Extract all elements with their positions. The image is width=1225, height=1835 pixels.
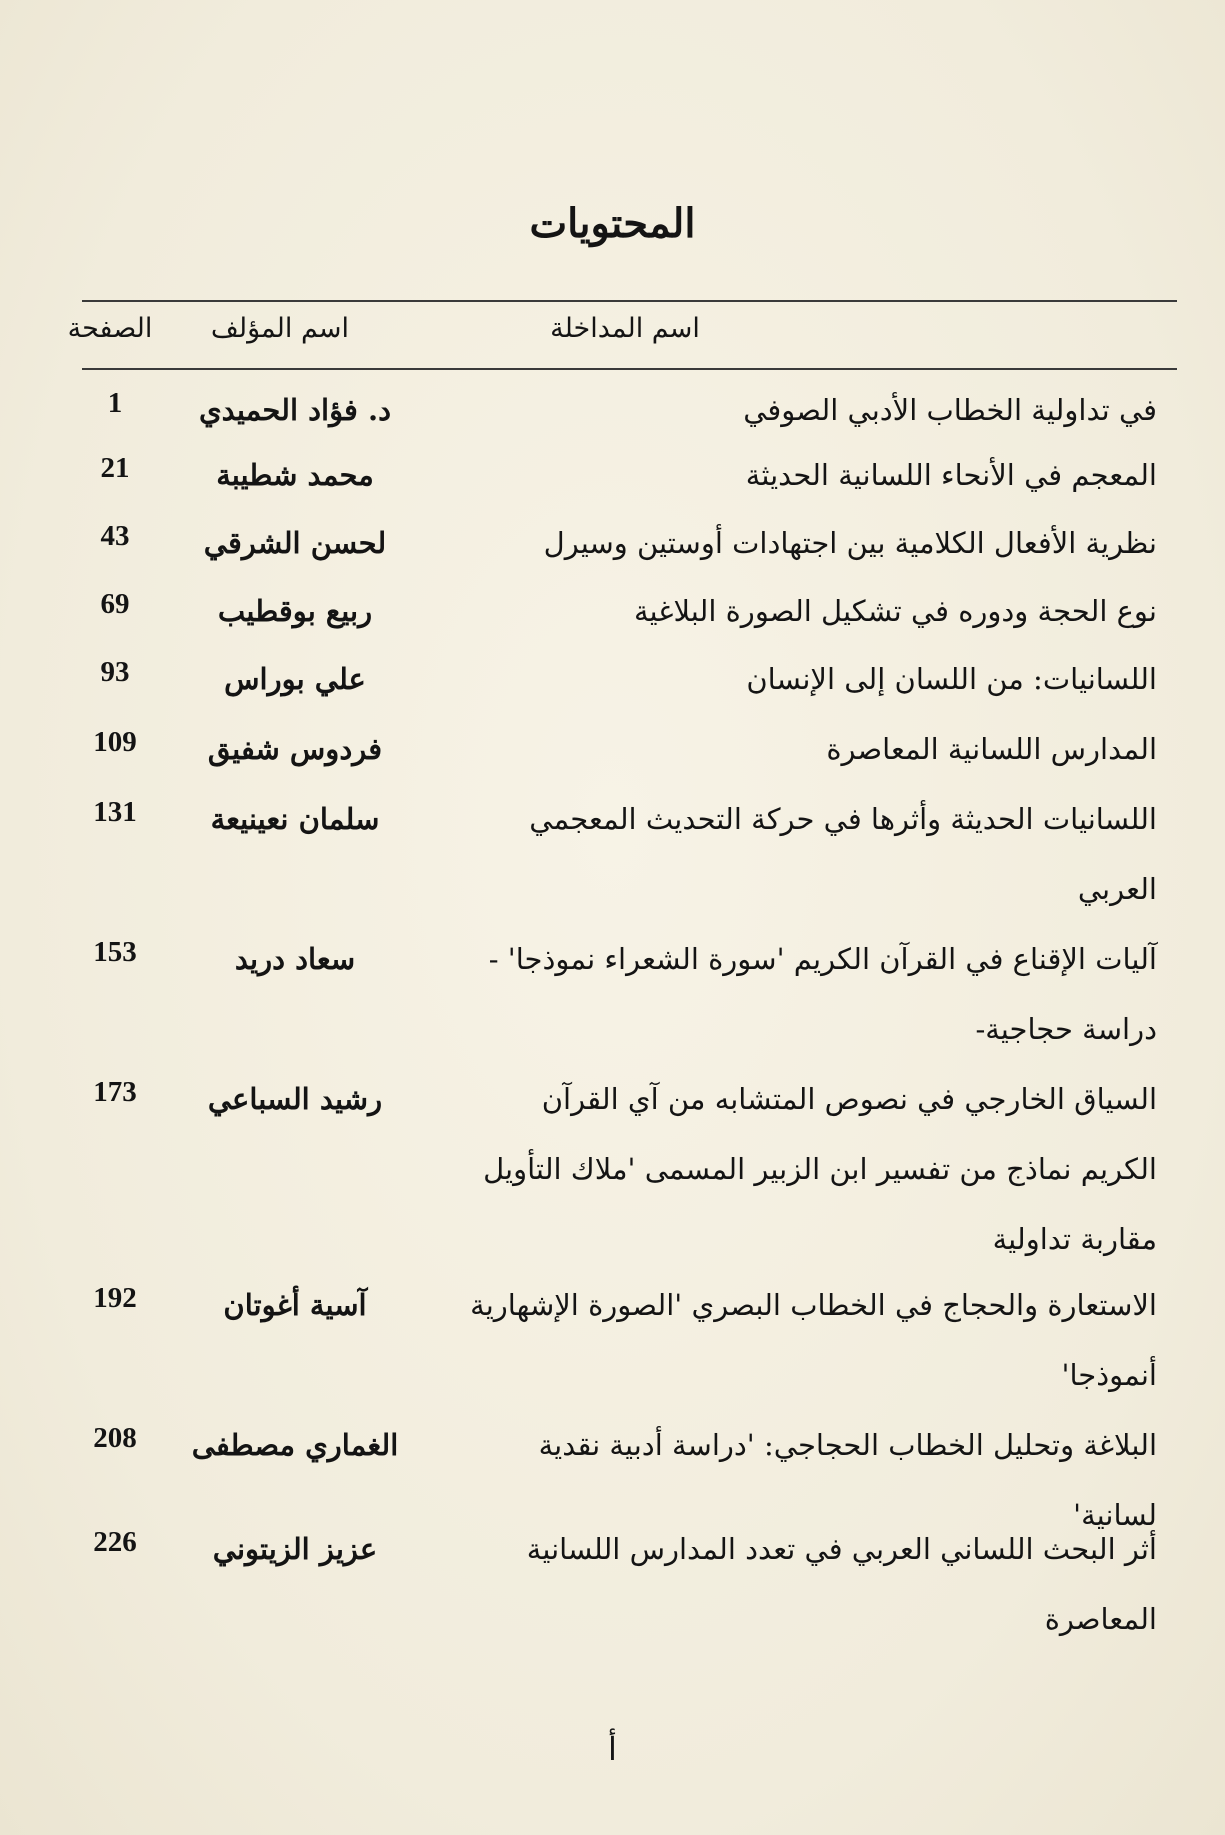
entry-title: نوع الحجة ودوره في تشكيل الصورة البلاغية (633, 594, 1157, 628)
entry-author: آسية أغوتان (223, 1288, 367, 1322)
entry-page: 109 (93, 726, 137, 758)
entry-author: الغماري مصطفى (191, 1428, 399, 1462)
entry-page: 226 (93, 1526, 137, 1558)
column-header-page: الصفحة (67, 313, 153, 344)
entry-author: سعاد دريد (234, 942, 356, 976)
entry-page: 21 (100, 452, 130, 484)
entry-page: 208 (93, 1422, 137, 1454)
entry-author: سلمان نعينيعة (210, 802, 380, 836)
entry-page: 153 (93, 936, 137, 968)
entry-page: 173 (93, 1076, 137, 1108)
entry-page: 1 (107, 387, 123, 419)
entry-author: عزيز الزيتوني (212, 1532, 378, 1566)
entry-title: اللسانيات: من اللسان إلى الإنسان (746, 662, 1157, 696)
entry-title: المعجم في الأنحاء اللسانية الحديثة (745, 458, 1157, 492)
entry-title: البلاغة وتحليل الخطاب الحجاجي: 'دراسة أدبية نقدية لسانية' (538, 1428, 1157, 1532)
entry-page: 69 (100, 588, 130, 620)
entry-title: المدارس اللسانية المعاصرة (826, 732, 1157, 766)
entry-page: 43 (100, 520, 130, 552)
entry-author: محمد شطيبة (216, 458, 374, 492)
entry-title: أثر البحث اللساني العربي في تعدد المدارس اللسانية المعاصرة (526, 1532, 1157, 1636)
entry-author: د. فؤاد الحميدي (198, 393, 392, 427)
entry-author: فردوس شفيق (207, 732, 383, 766)
entry-author: علي بوراس (224, 662, 366, 696)
entry-author: ربيع بوقطيب (217, 594, 373, 628)
entry-author: لحسن الشرقي (203, 526, 387, 560)
entry-title: في تداولية الخطاب الأدبي الصوفي (743, 393, 1157, 427)
entry-title: الاستعارة والحجاج في الخطاب البصري 'الصورة الإشهارية أنموذجا' (470, 1288, 1157, 1392)
column-header-author: اسم المؤلف (210, 313, 350, 344)
entry-title: السياق الخارجي في نصوص المتشابه من آي القرآن الكريم نماذج من تفسير ابن الزبير المسمى 'ملاك التأويل مقاربة تداولية (483, 1082, 1157, 1256)
entry-page: 192 (93, 1282, 137, 1314)
header-bottom-rule (82, 368, 1177, 370)
entry-page: 131 (93, 796, 137, 828)
page-title: المحتويات (529, 200, 696, 247)
header-top-rule (82, 300, 1177, 302)
entry-author: رشيد السباعي (207, 1082, 383, 1116)
entry-title: اللسانيات الحديثة وأثرها في حركة التحديث المعجمي العربي (529, 802, 1157, 906)
entry-title: نظرية الأفعال الكلامية بين اجتهادات أوستين وسيرل (543, 526, 1157, 560)
entry-page: 93 (100, 656, 130, 688)
entry-title: آليات الإقناع في القرآن الكريم 'سورة الشعراء نموذجا' - دراسة حجاجية- (488, 942, 1157, 1046)
page-folio: أ (608, 1730, 617, 1768)
column-header-entry: اسم المداخلة (550, 313, 700, 344)
